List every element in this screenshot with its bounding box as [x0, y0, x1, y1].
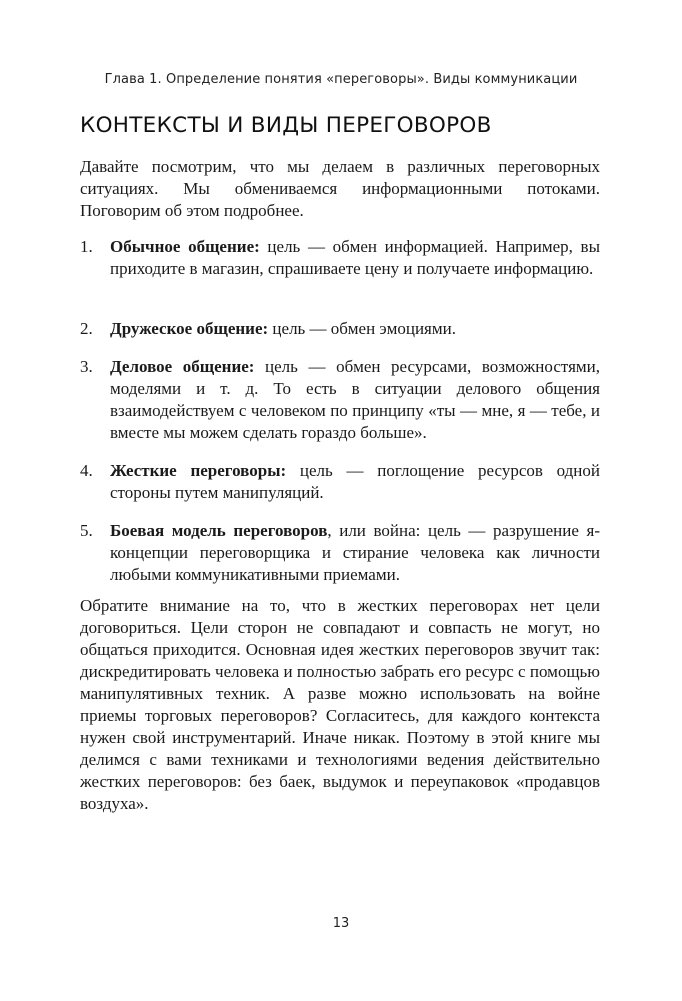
list-item-term: Дружеское общение: — [110, 319, 269, 338]
list-item — [80, 520, 600, 586]
intro-paragraph: Давайте посмотрим, что мы делаем в различных переговорных ситуациях. Мы обмениваемся информационными потоками. Поговорим об этом подробнее. — [80, 157, 600, 220]
list-item-text — [110, 460, 600, 504]
list-item-description: цель — поглощение ресурсов одной стороны путем манипуляций. — [110, 461, 600, 502]
list-item-number: 4. — [80, 461, 93, 480]
page-number: 13 — [332, 916, 350, 931]
list-item-text — [110, 520, 600, 586]
list-item-term: Деловое общение: — [110, 357, 255, 376]
list-item-text — [110, 356, 600, 444]
list-item-text — [110, 318, 600, 340]
list-item-description: цель — обмен информацией. Например, вы приходите в магазин, спрашиваете цену и получаете информацию. — [110, 237, 600, 278]
list-item-term: Жесткие переговоры: — [110, 461, 287, 480]
list-item-text — [110, 236, 600, 280]
list-item — [80, 318, 600, 340]
running-header: Глава 1. Определение понятия «переговоры». Виды коммуникации — [104, 72, 578, 87]
section-title: КОНТЕКСТЫ И ВИДЫ ПЕРЕГОВОРОВ — [80, 113, 492, 138]
list-item-number: 5. — [80, 521, 93, 540]
list-item-description: , или война: цель — разрушение я-концепции переговорщика и стирание человека как личности любыми коммуникативными приемами. — [110, 521, 600, 584]
list-item — [80, 460, 600, 504]
list-item-number: 2. — [80, 319, 93, 338]
list-item-number: 3. — [80, 357, 93, 376]
list-item — [80, 236, 600, 280]
list-item-term: Обычное общение: — [110, 237, 260, 256]
list-item-description: цель — обмен ресурсами, возможностями, моделями и т. д. То есть в ситуации делового общения взаимодействуем с человеком по принципу «ты — мне, я — тебе, и вместе мы можем сделать гораздо больше». — [110, 357, 600, 442]
list-item — [80, 356, 600, 444]
list-item-term: Боевая модель переговоров — [110, 521, 328, 540]
list-item-description: цель — обмен эмоциями. — [268, 319, 456, 338]
closing-paragraph: Обратите внимание на то, что в жестких переговорах нет цели договориться. Цели сторон не совпадают и совпасть не могут, но общаться приходится. Основная идея жестких переговоров звучит так: дискредитировать человека и полностью забрать его ресурс с помощью манипулятивных техник. А разве можно использовать на войне приемы торговых переговоров? Согласитесь, для каждого контекста нужен свой инструментарий. Иначе никак. Поэтому в этой книге мы делимся с вами техниками и технологиями ведения действительно жестких переговоров: без баек, выдумок и переупаковок «продавцов воздуха». — [80, 596, 600, 813]
list-item-number: 1. — [80, 237, 93, 256]
